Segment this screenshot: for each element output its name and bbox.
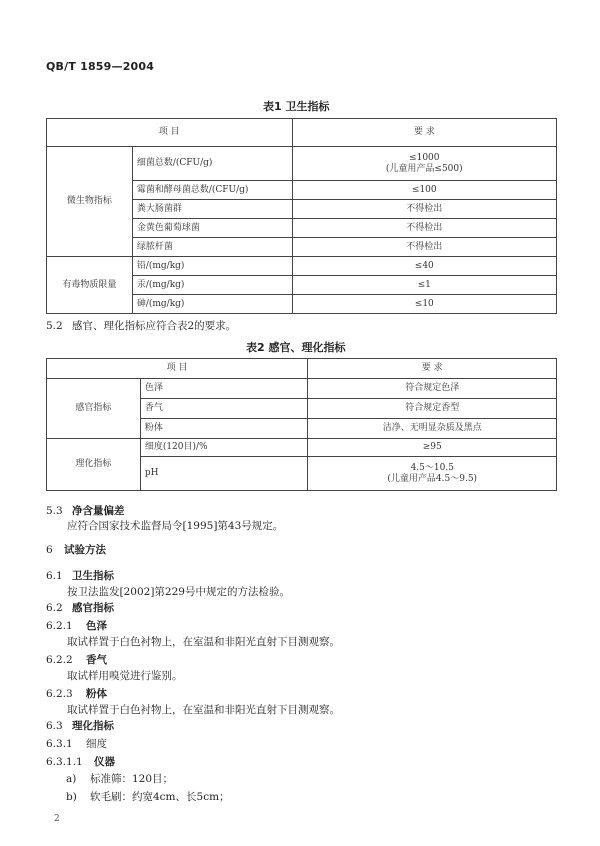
table-cell-req: 不得检出 — [292, 219, 556, 238]
section-title: 试验方法 — [64, 544, 106, 556]
table1 — [46, 118, 557, 314]
table-cell-item: 香气 — [140, 399, 308, 419]
req-line: ≤1000 — [409, 152, 440, 163]
table-cell-item: 色泽 — [140, 379, 308, 399]
paragraph: 取试样用嗅觉进行鉴别。 — [67, 670, 183, 682]
table-cell-item: 铅/(mg/kg) — [132, 257, 292, 276]
table-cell-item: 霉菌和酵母菌总数/(CFU/g) — [132, 181, 292, 200]
paragraph: 取试样置于白色衬物上，在室温和非阳光直射下目测观察。 — [67, 636, 340, 648]
list-marker: a) — [66, 773, 77, 785]
paragraph: 应符合国家技术监督局令[1995]第43号规定。 — [67, 520, 284, 532]
section-6-2-2 — [46, 652, 107, 667]
section-number: 6.1 — [46, 570, 63, 582]
table2-group-physchem: 理化指标 — [47, 439, 141, 491]
section-6-1 — [46, 568, 114, 583]
section-6 — [46, 542, 106, 557]
table-cell-item: 细菌总数/(CFU/g) — [132, 147, 292, 181]
table-cell-req: 不得检出 — [292, 238, 556, 257]
table-cell-item: pH — [140, 457, 308, 491]
list-text: 标准筛：120目； — [90, 773, 174, 785]
section-number: 6.2.3 — [46, 688, 73, 700]
paragraph: 取试样置于白色衬物上，在室温和非阳光直射下目测观察。 — [67, 704, 340, 716]
table2-caption: 表2 感官、理化指标 — [246, 341, 346, 354]
table-row — [47, 257, 557, 276]
table2 — [46, 358, 557, 491]
table-cell-req: 符合规定香型 — [308, 399, 557, 419]
section-number: 6.3.1.1 — [46, 756, 83, 768]
section-number: 6.3.1 — [46, 738, 73, 750]
table-cell-item: 粪大肠菌群 — [132, 200, 292, 219]
table1-caption: 表1 卫生指标 — [263, 100, 330, 113]
section-title: 粉体 — [86, 688, 107, 700]
table1-head-req: 要 求 — [292, 119, 556, 147]
table2-head-req: 要 求 — [308, 359, 557, 379]
req-line-2: (儿童用产品4.5～9.5) — [387, 473, 478, 484]
section-6-3 — [46, 718, 114, 733]
section-6-2-3 — [46, 686, 107, 701]
section-title: 色泽 — [86, 620, 107, 632]
table-cell-req: ≤1 — [292, 276, 556, 295]
table-cell-req: 洁净、无明显杂质及黑点 — [308, 419, 557, 439]
section-number: 6.3 — [46, 720, 63, 732]
table1-group-microbe: 微生物指标 — [47, 147, 133, 257]
table-row — [47, 439, 557, 457]
list-item — [66, 771, 173, 786]
section-number: 5.2 — [46, 320, 63, 332]
list-item — [66, 789, 230, 804]
section-title: 净含量偏差 — [72, 505, 125, 517]
req-line: 4.5～10.5 — [410, 462, 454, 473]
table-cell-req: 符合规定色泽 — [308, 379, 557, 399]
table-row — [47, 379, 557, 399]
standard-code: QB/T 1859—2004 — [46, 60, 155, 73]
table-cell-req: ≤10 — [292, 295, 556, 314]
section-number: 6.2.1 — [46, 620, 73, 632]
req-line-2: (儿童用产品≤500) — [385, 163, 463, 174]
table1-head-item: 项 目 — [47, 119, 293, 147]
table-cell-req: ≤100 — [292, 181, 556, 200]
table-cell-item: 绿脓杆菌 — [132, 238, 292, 257]
table-cell-item: 汞/(mg/kg) — [132, 276, 292, 295]
paragraph: 按卫法监发[2002]第229号中规定的方法检验。 — [67, 586, 290, 598]
table-cell-item: 砷/(mg/kg) — [132, 295, 292, 314]
section-title: 仪器 — [94, 756, 115, 768]
table-cell-req: 不得检出 — [292, 200, 556, 219]
table-row — [47, 119, 557, 147]
table-cell-item: 金黄色葡萄球菌 — [132, 219, 292, 238]
table-row — [47, 147, 557, 181]
table-cell-item: 细度(120目)/% — [140, 439, 308, 457]
section-number: 6.2 — [46, 602, 63, 614]
list-marker: b) — [66, 791, 77, 803]
section-title: 理化指标 — [72, 720, 114, 732]
table-cell-req — [308, 457, 557, 491]
table-cell-item: 粉体 — [140, 419, 308, 439]
section-number: 6 — [46, 544, 53, 556]
table-cell-req — [292, 147, 556, 181]
section-6-3-1-1 — [46, 754, 115, 769]
table-cell-req: ≥95 — [308, 439, 557, 457]
section-5-3 — [46, 503, 125, 518]
section-text: 感官、理化指标应符合表2的要求。 — [72, 320, 237, 332]
section-6-3-1 — [46, 736, 107, 751]
section-number: 5.3 — [46, 505, 63, 517]
table-cell-req: ≤40 — [292, 257, 556, 276]
section-number: 6.2.2 — [46, 654, 73, 666]
table2-head-item: 项 目 — [47, 359, 308, 379]
section-title: 卫生指标 — [72, 570, 114, 582]
section-5-2 — [46, 318, 236, 333]
section-title: 感官指标 — [72, 602, 114, 614]
section-title: 香气 — [86, 654, 107, 666]
page-number: 2 — [54, 814, 60, 824]
list-text: 软毛刷：约宽4cm、长5cm； — [90, 791, 230, 803]
table2-group-sensory: 感官指标 — [47, 379, 141, 439]
section-title: 细度 — [86, 738, 107, 750]
table-row — [47, 359, 557, 379]
section-6-2-1 — [46, 618, 107, 633]
table1-group-toxic: 有毒物质限量 — [47, 257, 133, 314]
section-6-2 — [46, 600, 114, 615]
